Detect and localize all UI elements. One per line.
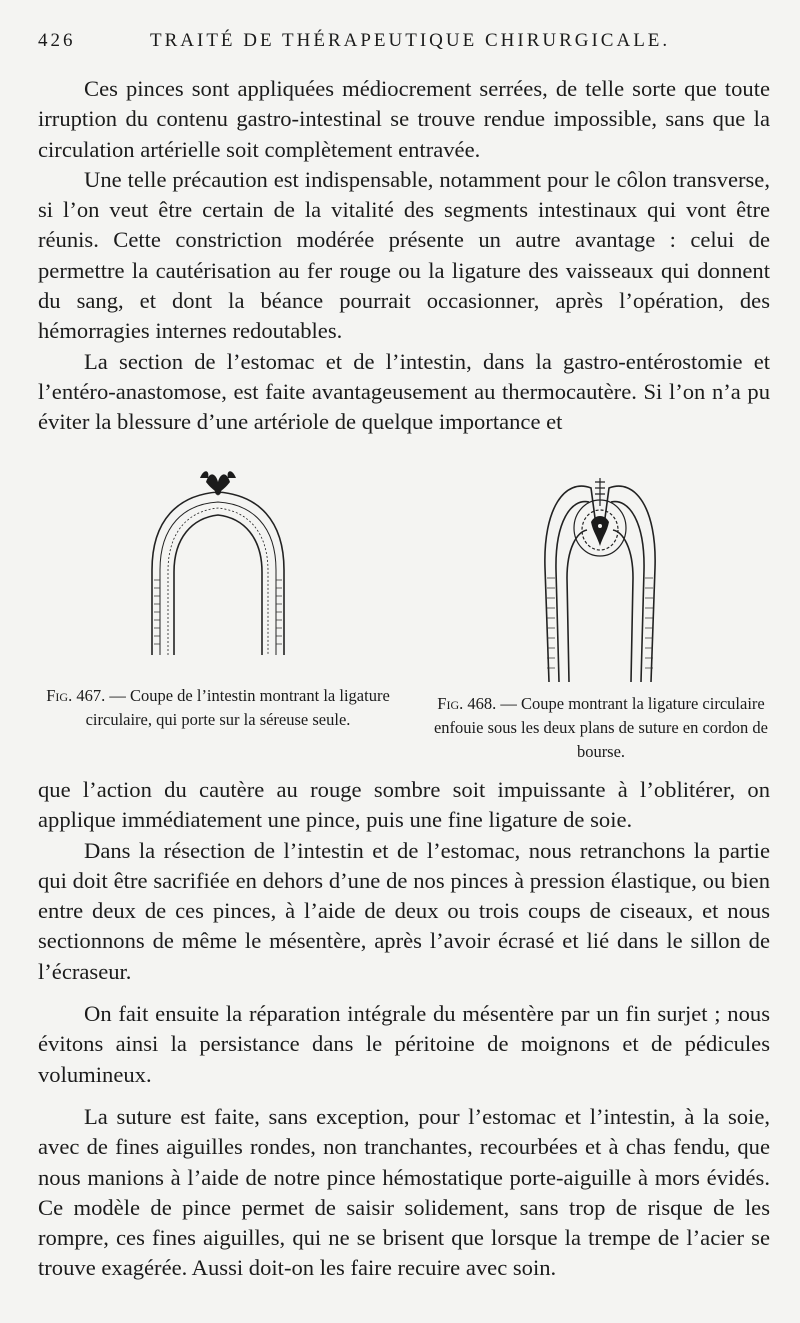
- running-title: TRAITÉ DE THÉRAPEUTIQUE CHIRURGICALE.: [150, 30, 671, 51]
- paragraph: La suture est faite, sans exception, pour l’estomac et l’intestin, à la soie, avec de fines aiguilles rondes, non tranchantes, recourbées et à chas fendu, que nous manions à l’aide de notre pince hémostatique porte-aiguille à mors évidés. Ce modèle de pince permet de saisir solidement, sans trop de risque de les rompre, ces fines aiguilles, qui ne se brisent que lorsque la trempe de l’acier se trouve exagérée. Aussi doit-on les faire recuire avec soin.: [38, 1103, 770, 1281]
- paragraph: On fait ensuite la réparation intégrale du mésentère par un fin surjet ; nous évitons ainsi la persistance dans le péritoine de moignons et de pédicules volumineux.: [38, 1001, 770, 1087]
- caption-text: — Coupe montrant la ligature circulaire enfouie sous les deux plans de suture en cordon de bourse.: [433, 694, 769, 761]
- running-header: [38, 30, 768, 60]
- body-text-bottom: [38, 775, 770, 1284]
- body-text-top: [38, 74, 770, 438]
- figure-468-illustration: [525, 458, 675, 686]
- figure-468-caption: [428, 692, 774, 764]
- figure-label: Fig. 468.: [437, 694, 497, 713]
- figure-label: Fig. 467.: [46, 686, 106, 705]
- figure-467-illustration: [138, 460, 298, 660]
- paragraph: que l’action du cautère au rouge sombre soit impuissante à l’oblitérer, on applique immédiatement une pince, puis une fine ligature de soie.: [38, 777, 770, 833]
- paragraph: Dans la résection de l’intestin et de l’estomac, nous retranchons la partie qui doit être sacrifiée en dehors d’une de nos pinces à pression élastique, ou bien entre deux de ces pinces, à l’aide de deux ou trois coups de ciseaux, et nous sectionnons de même le mésentère, après l’avoir écrasé et lié dans le sillon de l’écraseur.: [38, 837, 770, 984]
- paragraph: Ces pinces sont appliquées médiocrement serrées, de telle sorte que toute irruption du contenu gastro-intestinal se trouve rendue impossible, sans que la circulation artérielle soit complètement entravée.: [38, 76, 770, 162]
- page-number: 426: [38, 30, 76, 51]
- paragraph: Une telle précaution est indispensable, notamment pour le côlon transverse, si l’on veut être certain de la vitalité des segments intestinaux qui vont être réunis. Cette constriction modérée présente un autre avantage : celui de permettre la cautérisation au fer rouge ou la ligature des vaisseaux qui donnent du sang, et dont la béance pourrait occasionner, après l’opération, des hémorragies internes redoutables.: [38, 166, 770, 344]
- paragraph: La section de l’estomac et de l’intestin, dans la gastro-entérostomie et l’entéro-anastomose, est faite avantageusement au thermocautère. Si l’on n’a pu éviter la blessure d’une artériole de quelque importance et: [38, 348, 770, 435]
- caption-text: — Coupe de l’intestin montrant la ligature circulaire, qui porte sur la séreuse seule.: [85, 686, 390, 729]
- figure-467-caption: [40, 684, 396, 732]
